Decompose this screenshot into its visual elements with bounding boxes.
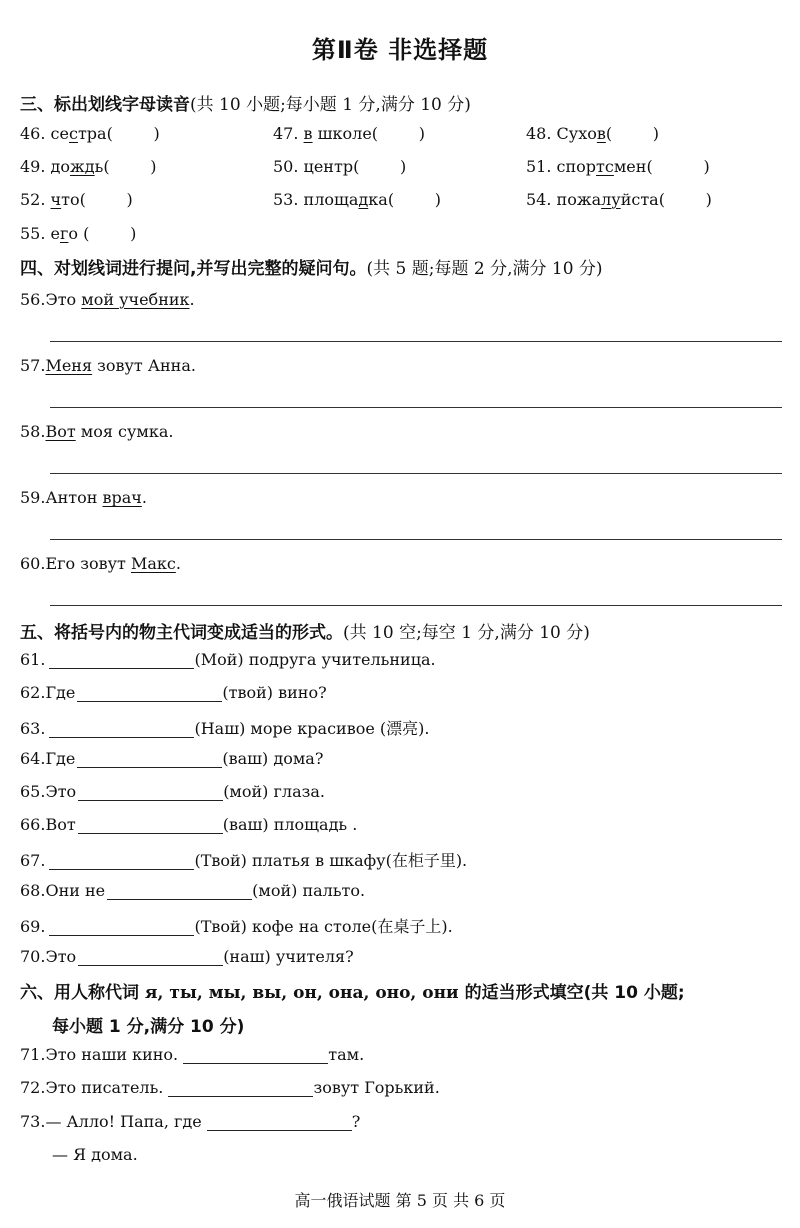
fill-blank-item: [20, 782, 325, 801]
word-part: йста: [620, 190, 659, 209]
sentence-part: пальто.: [302, 881, 366, 900]
answer-parentheses: ( ): [387, 190, 441, 209]
sentence-part: Где: [45, 683, 76, 702]
item-number: 50.: [273, 157, 299, 176]
underlined-letters: тс: [596, 157, 614, 176]
item-number: 57.: [20, 356, 46, 375]
pronoun-fill-item: [20, 1045, 364, 1064]
item-number: 62.: [20, 683, 46, 702]
item-number: 63.: [20, 719, 46, 738]
underlined-letters: с: [68, 124, 78, 143]
section-4-heading: 四、对划线词进行提问,并写出完整的疑问句。(共 5 题;每题 2 分,满分 10 分): [20, 259, 603, 279]
item-number: 71.: [20, 1045, 46, 1064]
item-number: 49.: [20, 157, 46, 176]
underlined-word: Меня: [45, 356, 93, 375]
pronoun-hint: (Мой): [194, 650, 244, 669]
answer-blank[interactable]: [168, 1078, 313, 1097]
word-part: пожа: [556, 190, 602, 209]
item-number: 54.: [526, 190, 552, 209]
answer-parentheses: ( ): [103, 157, 157, 176]
sentence-part: ?: [351, 1112, 361, 1131]
answer-parentheses: ( ): [658, 190, 712, 209]
question-sentence: [20, 290, 195, 309]
answer-blank[interactable]: [107, 881, 252, 900]
word-part: ка: [368, 190, 388, 209]
sentence-part: Где: [45, 749, 76, 768]
pronoun-hint: (мой): [223, 782, 269, 801]
sentence-part: кофе на столе(在桌子上).: [252, 917, 453, 936]
item-number: 61.: [20, 650, 46, 669]
item-number: 69.: [20, 917, 46, 936]
word-part: е: [50, 224, 61, 243]
sentence-part: Это: [45, 290, 82, 309]
underlined-word: Вот: [45, 422, 76, 441]
pronoun-hint: (Твой): [194, 851, 247, 870]
answer-blank[interactable]: [77, 683, 222, 702]
item-number: 56.: [20, 290, 46, 309]
answer-blank[interactable]: [207, 1112, 352, 1131]
item-number: 46.: [20, 124, 46, 143]
sentence-part: Вот: [45, 815, 76, 834]
word-part: тра: [77, 124, 107, 143]
phonetic-item: [273, 157, 406, 176]
pronoun-hint: (мой): [252, 881, 298, 900]
sentence-part: учителя?: [275, 947, 354, 966]
word-part: площа: [303, 190, 359, 209]
answer-parentheses: ( ): [646, 157, 710, 176]
section-6-heading: 六、用人称代词 я, ты, мы, вы, он, она, оно, они 的适当形式填空(共 10 小题;: [20, 983, 685, 1003]
section-5-heading: 五、将括号内的物主代词变成适当的形式。(共 10 空;每空 1 分,满分 10 分): [20, 623, 590, 643]
sentence-part: Антон: [45, 488, 103, 507]
item-number: 66.: [20, 815, 46, 834]
fill-blank-item: [20, 716, 429, 739]
answer-blank[interactable]: [77, 749, 222, 768]
sentence-part: зовут Горький.: [313, 1078, 440, 1097]
item-number: 60.: [20, 554, 46, 573]
underlined-letters: в: [303, 124, 313, 143]
item-number: 59.: [20, 488, 46, 507]
sentence-part: .: [189, 290, 195, 309]
pronoun-fill-item: [20, 1112, 360, 1131]
question-sentence: [20, 356, 196, 375]
sentence-part: море красивое (漂亮).: [250, 719, 430, 738]
phonetic-item: [526, 157, 710, 176]
item-number: 58.: [20, 422, 46, 441]
sentence-part: .: [175, 554, 181, 573]
fill-blank-item: [20, 848, 467, 871]
item-number: 53.: [273, 190, 299, 209]
answer-blank[interactable]: [78, 947, 223, 966]
underlined-word: Макс: [130, 554, 176, 573]
pronoun-hint: (ваш): [222, 749, 269, 768]
answer-line[interactable]: [50, 605, 782, 606]
sentence-part: подруга учительница.: [248, 650, 436, 669]
answer-blank[interactable]: [49, 851, 194, 870]
answer-parentheses: ( ): [106, 124, 160, 143]
sentence-part: Они не: [45, 881, 106, 900]
sentence-part: Это: [45, 782, 77, 801]
answer-line[interactable]: [50, 539, 782, 540]
word-part: школе: [312, 124, 372, 143]
phonetic-item: [526, 190, 712, 209]
sentence-part: — Алло! Папа, где: [45, 1112, 202, 1131]
fill-blank-item: [20, 914, 453, 937]
sentence-part: там.: [328, 1045, 365, 1064]
phonetic-item: [20, 190, 133, 209]
word-part: спор: [556, 157, 597, 176]
page-title: 第Ⅱ卷 非选择题: [311, 36, 489, 64]
phonetic-item: [20, 157, 157, 176]
phonetic-item: [20, 224, 136, 243]
item-number: 68.: [20, 881, 46, 900]
pronoun-hint: (Твой): [194, 917, 247, 936]
sentence-part: Это наши кино.: [45, 1045, 179, 1064]
underlined-letters: г: [60, 224, 69, 243]
word-part: о: [68, 224, 79, 243]
dialog-reply: — Я дома.: [52, 1145, 138, 1164]
sentence-part: Это: [45, 947, 77, 966]
sentence-part: дома?: [273, 749, 324, 768]
answer-blank[interactable]: [183, 1045, 328, 1064]
answer-parentheses: ( ): [605, 124, 660, 143]
item-number: 72.: [20, 1078, 46, 1097]
item-number: 47.: [273, 124, 299, 143]
underlined-letters: жд: [70, 157, 95, 176]
question-sentence: [20, 422, 174, 441]
fill-blank-item: [20, 650, 436, 669]
answer-line[interactable]: [50, 473, 782, 474]
underlined-word: мой учебник: [81, 290, 190, 309]
fill-blank-item: [20, 815, 357, 834]
answer-line[interactable]: [50, 407, 782, 408]
word-part: то: [61, 190, 80, 209]
fill-blank-item: [20, 881, 365, 900]
item-number: 70.: [20, 947, 46, 966]
pronoun-hint: (наш): [223, 947, 271, 966]
fill-blank-item: [20, 749, 323, 768]
question-sentence: [20, 488, 147, 507]
sentence-part: зовут Анна.: [92, 356, 196, 375]
answer-blank[interactable]: [49, 650, 194, 669]
pronoun-fill-item: [20, 1078, 440, 1097]
phonetic-item: [526, 124, 659, 143]
underlined-letters: ч: [50, 190, 62, 209]
sentence-part: Его зовут: [45, 554, 131, 573]
sentence-part: Это писатель.: [45, 1078, 164, 1097]
section-6-heading-cont: 每小题 1 分,满分 10 分): [52, 1017, 245, 1037]
fill-blank-item: [20, 947, 354, 966]
word-part: се: [50, 124, 69, 143]
word-part: центр: [303, 157, 354, 176]
pronoun-hint: (Наш): [194, 719, 246, 738]
item-number: 65.: [20, 782, 46, 801]
phonetic-item: [273, 190, 441, 209]
word-part: до: [50, 157, 71, 176]
item-number: 52.: [20, 190, 46, 209]
item-number: 73.: [20, 1112, 46, 1131]
underlined-letters: д: [358, 190, 369, 209]
pronoun-hint: (ваш): [222, 815, 269, 834]
sentence-part: вино?: [278, 683, 327, 702]
answer-parentheses: ( ): [371, 124, 425, 143]
word-part: Сухо: [556, 124, 597, 143]
phonetic-item: [20, 124, 160, 143]
word-part: ь: [94, 157, 104, 176]
answer-parentheses: ( ): [79, 190, 133, 209]
item-number: 55.: [20, 224, 46, 243]
item-number: 48.: [526, 124, 552, 143]
sentence-part: .: [141, 488, 147, 507]
phonetic-item: [273, 124, 425, 143]
item-number: 64.: [20, 749, 46, 768]
pronoun-hint: (твой): [222, 683, 274, 702]
item-number: 67.: [20, 851, 46, 870]
question-sentence: [20, 554, 181, 573]
sentence-part: глаза.: [273, 782, 325, 801]
answer-parentheses: ( ): [353, 157, 407, 176]
underlined-word: врач: [102, 488, 142, 507]
underlined-letters: в: [596, 124, 606, 143]
word-part: мен: [613, 157, 647, 176]
underlined-letters: лу: [601, 190, 621, 209]
answer-blank[interactable]: [78, 782, 223, 801]
answer-blank[interactable]: [49, 719, 194, 738]
fill-blank-item: [20, 683, 327, 702]
sentence-part: платья в шкафу(在柜子里).: [252, 851, 468, 870]
sentence-part: моя сумка.: [75, 422, 174, 441]
sentence-part: площадь .: [273, 815, 358, 834]
answer-blank[interactable]: [78, 815, 223, 834]
answer-parentheses: ( ): [78, 224, 137, 243]
answer-line[interactable]: [50, 341, 782, 342]
section-3-heading: 三、标出划线字母读音(共 10 小题;每小题 1 分,满分 10 分): [20, 95, 471, 115]
answer-blank[interactable]: [49, 917, 194, 936]
page-footer: 高一俄语试题 第 5 页 共 6 页: [294, 1191, 506, 1210]
item-number: 51.: [526, 157, 552, 176]
